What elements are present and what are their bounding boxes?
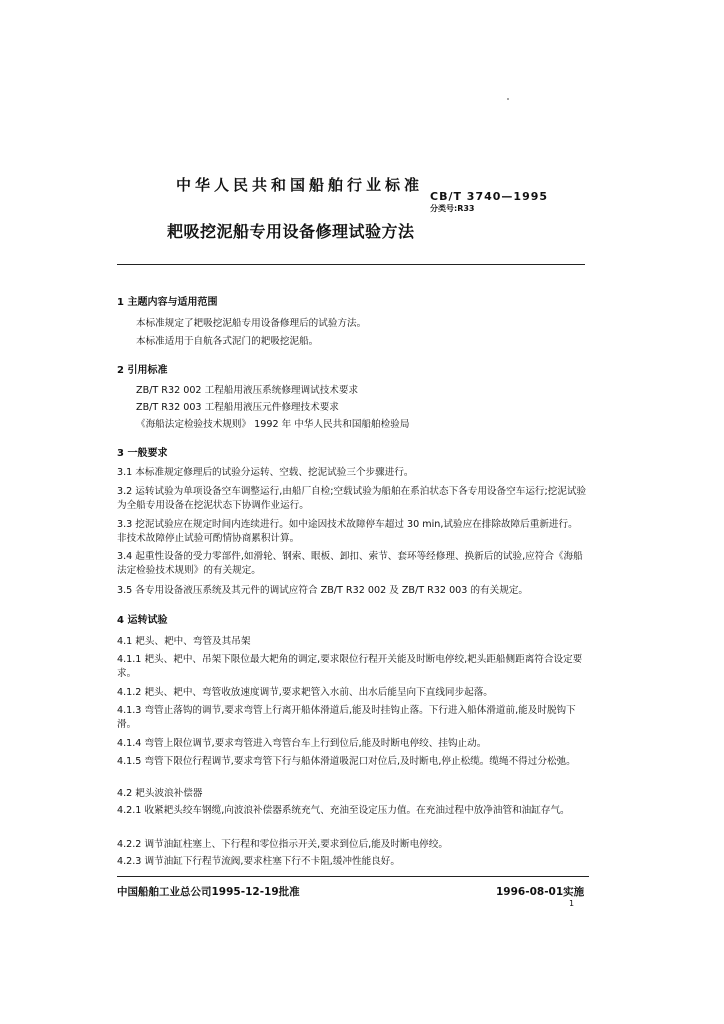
classification-number: 分类号:R33 xyxy=(430,204,475,213)
scan-speck xyxy=(507,98,509,100)
approval-date: 中国船舶工业总公司1995-12-19批准 xyxy=(117,886,300,898)
clause-3-4: 3.4 起重性设备的受力零部件,如滑轮、钢索、眼板、卸扣、索节、套环等经修理、换新后的试验,应符合《海船法定检验技术规则》的有关规定。 xyxy=(117,551,583,576)
clause-4-1-4: 4.1.4 弯管上限位调节,要求弯管进入弯管台车上行到位后,能及时断电停绞、挂钩止动。 xyxy=(117,738,487,749)
section-4-heading: 4 运转试验 xyxy=(117,615,168,626)
clause-4-1-3: 4.1.3 弯管止落钩的调节,要求弯管上行离开船体滑道后,能及时挂钩止落。下行进入船体滑道前,能及时脱钩下滑。 xyxy=(117,705,576,730)
subsection-4-2-heading: 4.2 耙头波浪补偿器 xyxy=(117,788,203,799)
clause-3-3: 3.3 挖泥试验应在规定时间内连续进行。如中途因技术故障停车超过 30 min,试验应在排除故障后重新进行。非技术故障停止试验可酌情协商累积计算。 xyxy=(117,519,578,544)
reference-item: ZB/T R32 002 工程船用液压系统修理调试技术要求 xyxy=(136,385,359,396)
clause-4-2-1: 4.2.1 收紧耙头绞车钢缆,向波浪补偿器系统充气、充油至设定压力值。在充油过程中放净油管和油缸存气。 xyxy=(117,805,570,816)
page-number: 1 xyxy=(569,899,575,908)
standard-number: CB/T 3740—1995 xyxy=(430,190,549,203)
reference-item: ZB/T R32 003 工程船用液压元件修理技术要求 xyxy=(136,402,339,413)
clause-3-5: 3.5 各专用设备液压系统及其元件的调试应符合 ZB/T R32 002 及 ZB/T R32 003 的有关规定。 xyxy=(117,585,529,596)
section-2-heading: 2 引用标准 xyxy=(117,365,168,376)
clause-4-1-2: 4.1.2 耙头、耙中、弯管收放速度调节,要求耙管入水前、出水后能呈向下直线同步起落。 xyxy=(117,687,493,698)
reference-item: 《海船法定检验技术规则》 1992 年 中华人民共和国船舶检验局 xyxy=(136,419,410,430)
subsection-4-1-heading: 4.1 耙头、耙中、弯管及其吊架 xyxy=(117,636,251,647)
clause-4-1-1: 4.1.1 耙头、耙中、吊架下限位最大耙角的调定,要求限位行程开关能及时断电停绞,耙头距船侧距离符合设定要求。 xyxy=(117,654,583,679)
section-1-paragraph: 本标准规定了耙吸挖泥船专用设备修理后的试验方法。 xyxy=(136,318,367,329)
section-1-paragraph: 本标准适用于自航各式泥门的耙吸挖泥船。 xyxy=(136,336,319,347)
section-1-heading: 1 主题内容与适用范围 xyxy=(117,297,218,308)
footer-divider xyxy=(117,876,589,877)
clause-4-2-3: 4.2.3 调节油缸下行程节流阀,要求柱塞下行不卡阻,缓冲性能良好。 xyxy=(117,856,400,867)
section-3-heading: 3 一般要求 xyxy=(117,448,168,459)
effective-date: 1996-08-01实施 xyxy=(496,886,585,898)
clause-4-1-5: 4.1.5 弯管下限位行程调节,要求弯管下行与船体滑道吸泥口对位后,及时断电,停止松缆。缆绳不得过分松弛。 xyxy=(117,756,576,767)
document-title: 耙吸挖泥船专用设备修理试验方法 xyxy=(167,222,415,241)
issuer-title: 中华人民共和国船舶行业标准 xyxy=(176,176,424,194)
clause-3-2: 3.2 运转试验为单项设备空车调整运行,由船厂自检;空载试验为船舶在系泊状态下各专用设备空车运行;挖泥试验为全船专用设备在挖泥状态下协调作业运行。 xyxy=(117,486,587,511)
clause-4-2-2: 4.2.2 调节油缸柱塞上、下行程和零位指示开关,要求到位后,能及时断电停绞。 xyxy=(117,839,448,850)
clause-3-1: 3.1 本标准规定修理后的试验分运转、空载、挖泥试验三个步骤进行。 xyxy=(117,467,414,478)
header-divider xyxy=(117,264,585,265)
